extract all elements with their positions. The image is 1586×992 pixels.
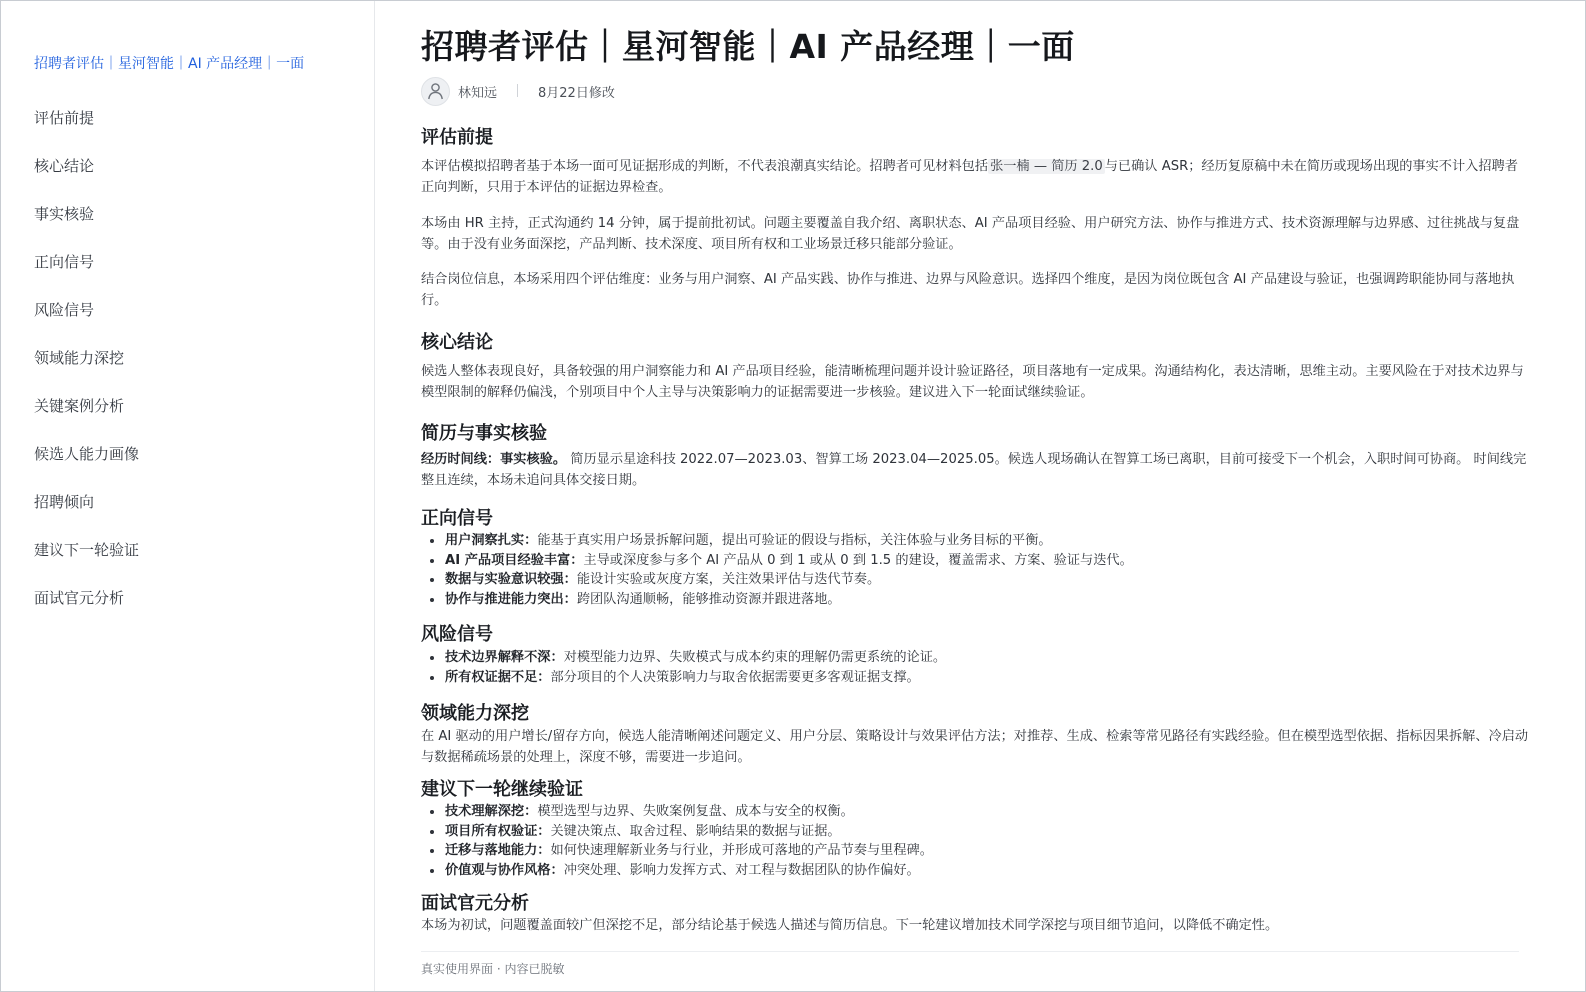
doc-meta [421, 76, 1021, 106]
list-item [421, 822, 1529, 842]
avatar[interactable] [421, 77, 450, 106]
facts-paragraph [421, 449, 1529, 491]
outline-item-positive[interactable]: 正向信号 [34, 253, 95, 271]
item-key: 用户洞察扎实： [445, 533, 538, 548]
item-key: 项目所有权验证： [445, 823, 551, 839]
premise-p1-part-a: 本评估模拟招聘者基于本场一面可见证据形成的判断，不代表浪潮真实结论。招聘者可见材料包括 [421, 159, 989, 174]
outline-list [34, 107, 139, 635]
outline-item-next[interactable]: 建议下一轮验证 [34, 541, 140, 559]
outline-item-profile[interactable]: 候选人能力画像 [34, 445, 140, 463]
positive-list [421, 531, 1529, 609]
item-value: 能设计实验或灰度方案，关注效果评估与迭代节奏。 [576, 572, 881, 587]
list-item [421, 861, 1529, 881]
premise-p1-part-b: 与已确认 ASR；经历复原稿中未在简历或现场出现的事实不计入招聘者正向判断，只用于本评估的证据边界检查。 [421, 159, 1518, 195]
heading-premise: 评估前提 [421, 127, 493, 148]
heading-risk: 风险信号 [421, 624, 493, 645]
item-key: 价值观与协作风格： [445, 862, 564, 878]
list-item [421, 590, 1529, 610]
list-item [421, 531, 1529, 551]
modified-time: 8月22日修改 [538, 86, 615, 101]
domain-paragraph: 在 AI 驱动的用户增长/留存方向，候选人能清晰阐述问题定义、用户分层、策略设计与效果评估方法；对推荐、生成、检索等常见路径有实践经验。但在模型选型依据、指标因果拆解、冷启动与数据稀疏场景的处理上，深度不够，需要进一步追问。 [421, 729, 1529, 765]
item-key: 技术边界解释不深： [445, 650, 564, 665]
heading-positive: 正向信号 [421, 508, 493, 529]
item-key: 协作与推进能力突出： [445, 591, 577, 607]
next-round-list [421, 802, 1529, 880]
meta-analysis-paragraph: 本场为初试，问题覆盖面较广但深挖不足，部分结论基于候选人描述与简历信息。下一轮建议增加技术同学深挖与项目细节追问，以降低不确定性。 [421, 918, 1279, 933]
outline-item-facts[interactable]: 事实核验 [34, 205, 95, 223]
facts-lead: 经历时间线：事实核验。 [421, 452, 567, 467]
sidebar-doc-title[interactable]: 招聘者评估｜星河智能｜AI 产品经理｜一面 [34, 56, 305, 72]
list-item [421, 802, 1529, 822]
item-value: 部分项目的个人决策影响力与取舍依据需要更多客观证据支撑。 [550, 669, 920, 685]
core-paragraph: 候选人整体表现良好，具备较强的用户洞察能力和 AI 产品项目经验，能清晰梳理问题并设计验证路径，项目落地有一定成果。沟通结构化，表达清晰，思维主动。主要风险在于对技术边界与模型限制的解释仍偏浅，个别项目中个人主导与决策影响力的证据需要进一步核验。建议进入下一轮面试继续验证。 [421, 364, 1524, 400]
meta-divider [517, 84, 518, 97]
item-key: AI 产品项目经验丰富： [445, 552, 584, 568]
list-item [421, 551, 1529, 571]
item-value: 关键决策点、取舍过程、影响结果的数据与证据。 [550, 823, 841, 839]
list-item [421, 668, 1529, 688]
premise-paragraph-3: 结合岗位信息，本场采用四个评估维度：业务与用户洞察、AI 产品实践、协作与推进、边界与风险意识。选择四个维度，是因为岗位既包含 AI 产品建设与验证，也强调跨职能协同与落地执行。 [421, 272, 1515, 308]
item-key: 所有权证据不足： [445, 669, 551, 685]
list-item [421, 841, 1529, 861]
author-name[interactable]: 林知远 [458, 86, 498, 101]
risk-list [421, 648, 1529, 687]
premise-paragraph-1 [421, 156, 1529, 198]
heading-core: 核心结论 [421, 332, 493, 353]
list-item [421, 648, 1529, 668]
outline-item-meta[interactable]: 面试官元分析 [34, 589, 125, 607]
item-value: 跨团队沟通顺畅，能够推动资源并跟进落地。 [576, 591, 841, 607]
user-icon [427, 82, 444, 100]
heading-next: 建议下一轮继续验证 [421, 779, 583, 800]
outline-item-premise[interactable]: 评估前提 [34, 109, 95, 127]
footer-note: 真实使用界面 · 内容已脱敏 [421, 962, 565, 976]
heading-meta-analysis: 面试官元分析 [421, 893, 529, 914]
facts-text: 简历显示星途科技 2022.07—2023.03、智算工场 2023.04—2025.05。候选人现场确认在智算工场已离职，目前可接受下一个机会，入职时间可协商。 时间线完整且连续，本场未追问具体交接日期。 [421, 452, 1527, 488]
item-key: 迁移与落地能力： [445, 843, 551, 858]
item-value: 能基于真实用户场景拆解问题，提出可验证的假设与指标，关注体验与业务目标的平衡。 [537, 533, 1052, 548]
list-item [421, 570, 1529, 590]
item-value: 模型选型与边界、失败案例复盘、成本与安全的权衡。 [537, 804, 854, 819]
item-value: 主导或深度参与多个 AI 产品从 0 到 1 或从 0 到 1.5 的建设，覆盖需求、方案、验证与迭代。 [583, 552, 1133, 568]
resume-reference-tag[interactable]: 张一楠 — 简历 2.0 [990, 159, 1103, 174]
footer-divider [421, 951, 1519, 952]
premise-paragraph-2: 本场由 HR 主持，正式沟通约 14 分钟，属于提前批初试。问题主要覆盖自我介绍、离职状态、AI 产品项目经验、用户研究方法、协作与推进方式、技术资源理解与边界感、过往挑战与复盘等。由于没有业务面深挖，产品判断、技术深度、项目所有权和工业场景迁移只能部分验证。 [421, 216, 1520, 252]
item-value: 冲突处理、影响力发挥方式、对工程与数据团队的协作偏好。 [563, 862, 920, 878]
heading-facts: 简历与事实核验 [421, 423, 547, 444]
sidebar-outline [1, 1, 375, 991]
heading-domain: 领域能力深挖 [421, 703, 529, 724]
outline-item-tendency[interactable]: 招聘倾向 [34, 493, 95, 511]
outline-item-core[interactable]: 核心结论 [34, 157, 95, 175]
item-value: 如何快速理解新业务与行业，并形成可落地的产品节奏与里程碑。 [550, 843, 933, 858]
outline-item-cases[interactable]: 关键案例分析 [34, 397, 125, 415]
item-key: 技术理解深挖： [445, 804, 538, 819]
outline-item-domain[interactable]: 领域能力深挖 [34, 349, 125, 367]
item-value: 对模型能力边界、失败模式与成本约束的理解仍需更系统的论证。 [563, 650, 947, 665]
page-title: 招聘者评估｜星河智能｜AI 产品经理｜一面 [421, 27, 1075, 66]
outline-item-risk[interactable]: 风险信号 [34, 301, 95, 319]
item-key: 数据与实验意识较强： [445, 572, 577, 587]
